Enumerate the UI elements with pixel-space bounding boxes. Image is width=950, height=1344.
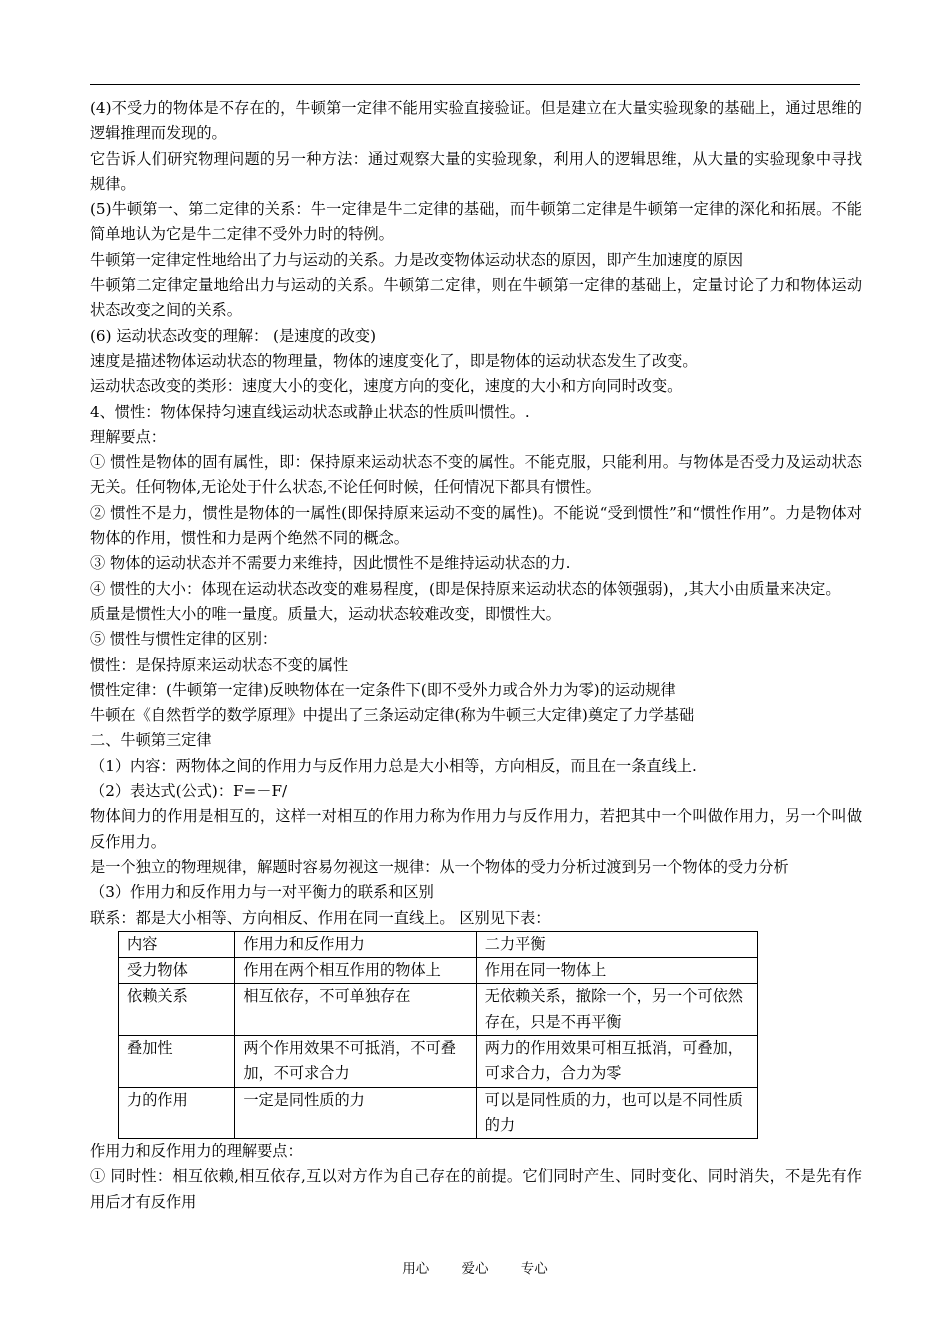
- table-row: [119, 1087, 758, 1139]
- footer-text: 爱心: [461, 1261, 489, 1277]
- paragraph: 理解要点：: [90, 427, 166, 446]
- paragraph: （2）表达式(公式)：F=－F/: [90, 782, 288, 801]
- table-cell: 二力平衡: [476, 931, 757, 957]
- table-cell: 作用在两个相互作用的物体上: [235, 958, 476, 984]
- paragraph: 联系：都是大小相等、方向相反、作用在同一直线上。 区别见下表：: [90, 908, 551, 927]
- table-cell: 两力的作用效果可相互抵消，可叠加，可求合力，合力为零: [476, 1035, 757, 1087]
- paragraph: 它告诉人们研究物理问题的另一种方法：通过观察大量的实验现象，利用人的逻辑思维，从大量的实验现象中寻找规律。: [90, 149, 862, 193]
- paragraph: 惯性定律：(牛顿第一定律)反映物体在一定条件下(即不受外力或合外力为零)的运动规律: [90, 680, 676, 699]
- table-row: [119, 984, 758, 1036]
- paragraph: （1）内容：两物体之间的作用力与反作用力总是大小相等，方向相反，而且在一条直线上.: [90, 756, 697, 775]
- table-cell: 作用在同一物体上: [476, 958, 757, 984]
- comparison-table: [118, 931, 758, 1139]
- paragraph: ② 惯性不是力，惯性是物体的一属性(即保持原来运动不变的属性)。不能说“受到惯性”和“惯性作用”。力是物体对物体的作用，惯性和力是两个绝然不同的概念。: [90, 503, 862, 548]
- paragraph: ③ 物体的运动状态并不需要力来维持，因此惯性不是维持运动状态的力.: [90, 554, 571, 573]
- paragraph: 牛顿第一定律定性地给出了力与运动的关系。力是改变物体运动状态的原因，即产生加速度的原因: [90, 250, 744, 269]
- paragraph: (5)牛顿第一、第二定律的关系：牛一定律是牛二定律的基础，而牛顿第二定律是牛顿第一定律的深化和拓展。不能简单地认为它是牛二定律不受外力时的特例。: [90, 200, 862, 244]
- paragraph: （3）作用力和反作用力与一对平衡力的联系和区别: [90, 883, 434, 902]
- paragraph: 牛顿第二定律定量地给出力与运动的关系。牛顿第二定律，则在牛顿第一定律的基础上，定量讨论了力和物体运动状态改变之间的关系。: [90, 276, 862, 320]
- table-cell: 依赖关系: [119, 984, 235, 1036]
- table-cell: 叠加性: [119, 1035, 235, 1087]
- table-cell: 无依赖关系，撤除一个，另一个可依然存在，只是不再平衡: [476, 984, 757, 1036]
- table-cell: 内容: [119, 931, 235, 957]
- page-footer: [0, 1257, 950, 1277]
- paragraph: 惯性：是保持原来运动状态不变的属性: [90, 655, 349, 674]
- table-cell: 两个作用效果不可抵消，不可叠加，不可求合力: [235, 1035, 476, 1087]
- table-row: [119, 1035, 758, 1087]
- table-row: [119, 958, 758, 984]
- table-header-row: [119, 931, 758, 957]
- paragraph: 作用力和反作用力的理解要点：: [90, 1142, 303, 1161]
- paragraph: ④ 惯性的大小：体现在运动状态改变的难易程度，(即是保持原来运动状态的体领强弱)，,其大小由质量来决定。: [90, 579, 841, 598]
- paragraph: 4、惯性：物体保持匀速直线运动状态或静止状态的性质叫惯性。.: [90, 402, 530, 421]
- table-cell: 受力物体: [119, 958, 235, 984]
- paragraph: ⑤ 惯性与惯性定律的区别：: [90, 630, 278, 649]
- paragraph: 牛顿在《自然哲学的数学原理》中提出了三条运动定律(称为牛顿三大定律)奠定了力学基础: [90, 706, 695, 725]
- paragraph: 运动状态改变的类形：速度大小的变化，速度方向的变化，速度的大小和方向同时改变。: [90, 377, 683, 396]
- section-heading: 二、牛顿第三定律: [90, 731, 212, 750]
- paragraph: 速度是描述物体运动状态的物理量，物体的速度变化了，即是物体的运动状态发生了改变。: [90, 351, 698, 370]
- table-cell: 一定是同性质的力: [235, 1087, 476, 1139]
- paragraph: ① 惯性是物体的固有属性，即：保持原来运动状态不变的属性。不能克服，只能利用。与物体是否受力及运动状态无关。任何物体,无论处于什么状态,不论任何时候，任何情况下都具有惯性。: [90, 453, 862, 497]
- document-body: [90, 96, 862, 1215]
- footer-text: 用心: [402, 1261, 430, 1277]
- paragraph: 物体间力的作用是相互的，这样一对相互的作用力称为作用力与反作用力，若把其中一个叫做作用力，另一个叫做反作用力。: [90, 807, 862, 851]
- table-cell: 相互依存，不可单独存在: [235, 984, 476, 1036]
- table-cell: 作用力和反作用力: [235, 931, 476, 957]
- header-rule: [90, 84, 860, 85]
- paragraph: (4)不受力的物体是不存在的，牛顿第一定律不能用实验直接验证。但是建立在大量实验现象的基础上，通过思维的逻辑推理而发现的。: [90, 99, 862, 143]
- table-cell: 力的作用: [119, 1087, 235, 1139]
- table-cell: 可以是同性质的力，也可以是不同性质的力: [476, 1087, 757, 1139]
- paragraph: 是一个独立的物理规律，解题时容易勿视这一规律：从一个物体的受力分析过渡到另一个物体的受力分析: [90, 857, 789, 876]
- paragraph: (6) 运动状态改变的理解： (是速度的改变): [90, 326, 377, 345]
- footer-text: 专心: [520, 1261, 548, 1277]
- paragraph: 质量是惯性大小的唯一量度。质量大，运动状态较难改变，即惯性大。: [90, 604, 561, 623]
- paragraph: ① 同时性：相互依赖,相互依存,互以对方作为自己存在的前提。它们同时产生、同时变化、同时消失，不是先有作用后才有反作用: [90, 1167, 862, 1211]
